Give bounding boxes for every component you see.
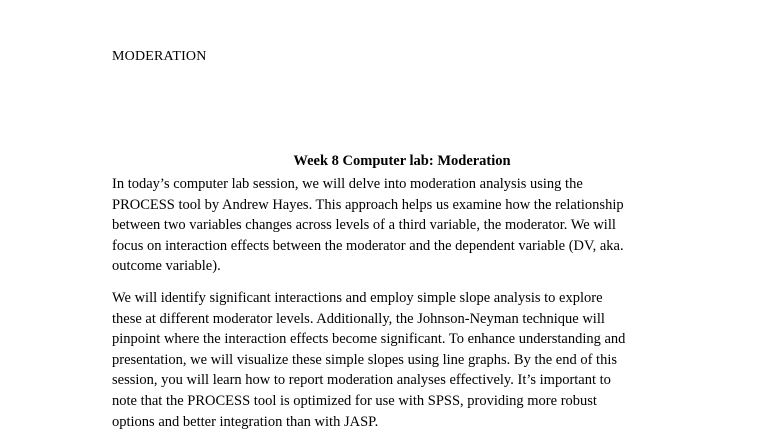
paragraph-line: options and better integration than with JASP. [112,413,379,430]
paragraph-line: In today’s computer lab session, we will delve into moderation analysis using the [112,176,583,192]
paragraph-line: these at different moderator levels. Additionally, the Johnson-Neyman technique will [112,310,605,327]
paragraph-line: We will identify significant interactions and employ simple slope analysis to explore [112,290,603,306]
paragraph-line: session, you will learn how to report moderation analyses effectively. It’s important to [112,372,611,389]
paragraph-line: pinpoint where the interaction effects become significant. To enhance understanding and [112,331,626,348]
paragraph-line: outcome variable). [112,258,221,275]
intro-paragraph [112,174,692,277]
paragraph-line: presentation, we will visualize these simple slopes using line graphs. By the end of this [112,351,617,368]
document-title: Week 8 Computer lab: Moderation [293,153,511,169]
paragraph-line: focus on interaction effects between the moderator and the dependent variable (DV, aka. [112,237,624,254]
running-header: MODERATION [112,49,207,64]
objectives-paragraph [112,288,692,432]
paragraph-line: between two variables changes across levels of a third variable, the moderator. We will [112,217,616,234]
paragraph-line: PROCESS tool by Andrew Hayes. This approach helps us examine how the relationship [112,196,624,213]
paragraph-line: note that the PROCESS tool is optimized for use with SPSS, providing more robust [112,392,597,409]
